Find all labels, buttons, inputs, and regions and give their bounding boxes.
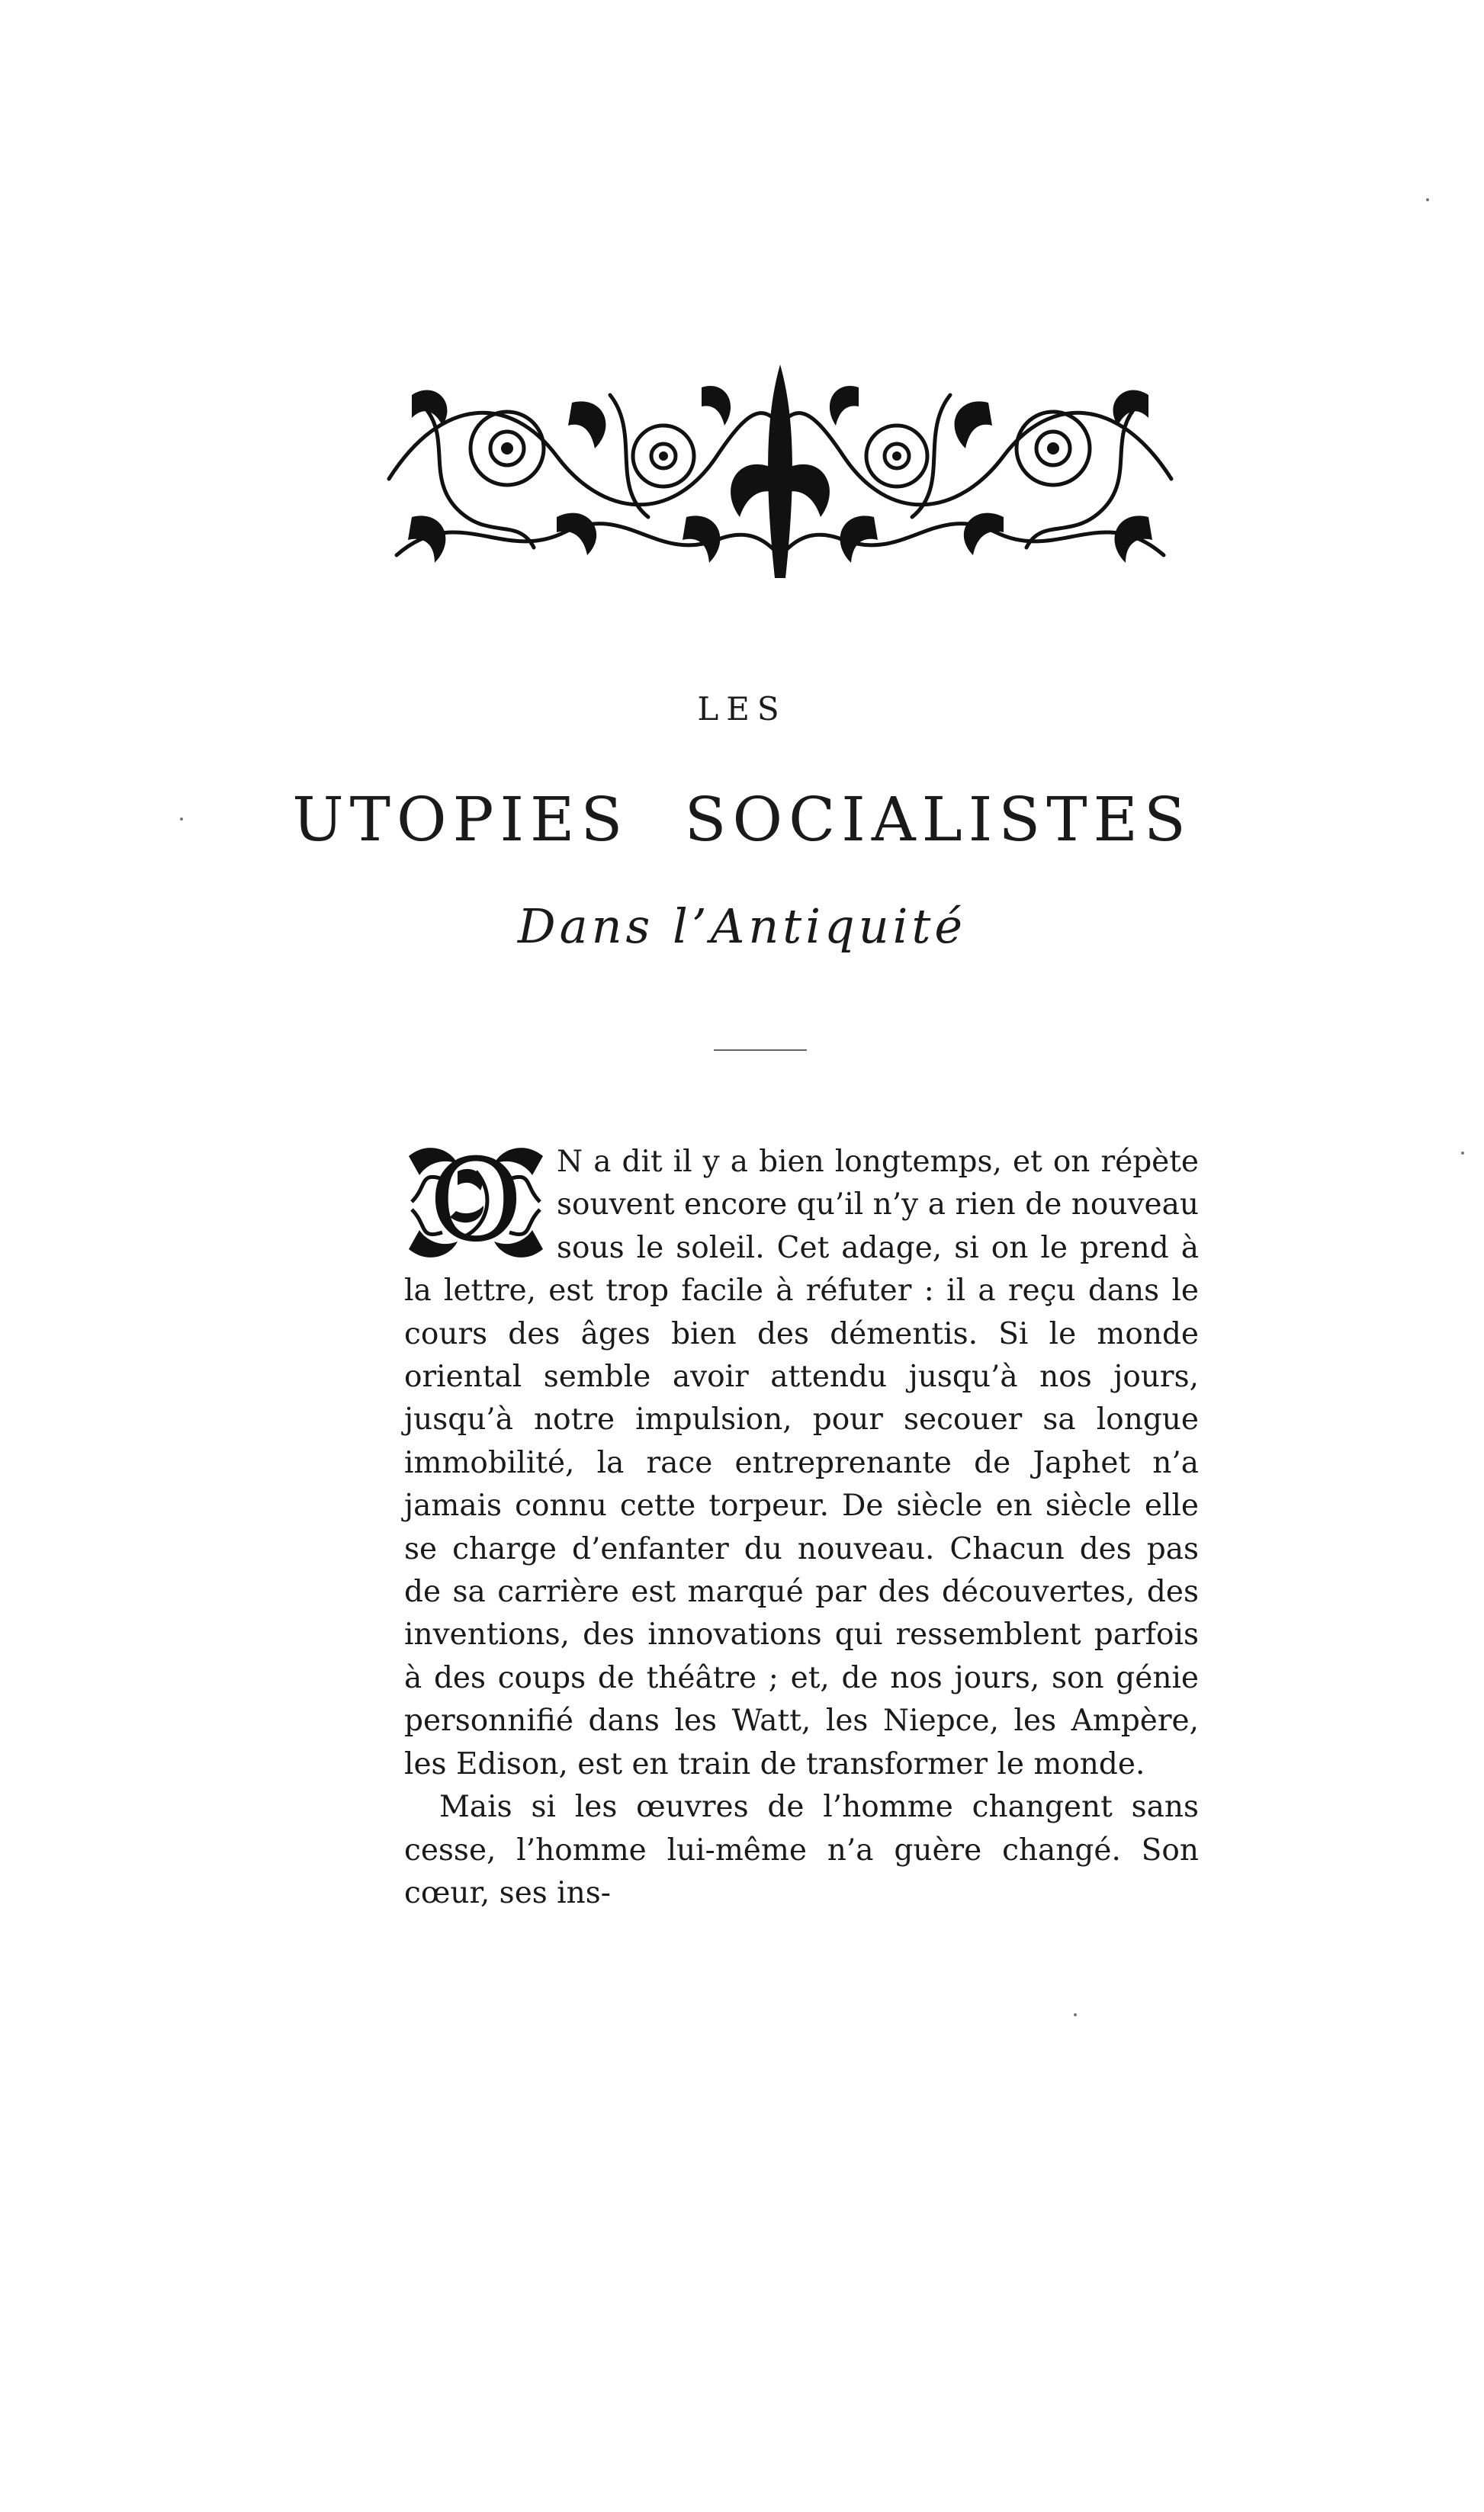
paragraph-2: Mais si les œuvres de l’homme changent sans cesse, l’homme lui-même n’a guère changé. Son cœur, ses ins-: [404, 1790, 1199, 1910]
floral-headpiece-ornament: [381, 365, 1179, 581]
paragraph-1: O N a dit il y a bien longtemps, et on répète souvent encore qu’il n’y a rien de nouveau sous le soleil. Cet adage, si on le prend à la lettre, est trop facile à réfuter : il a reçu dans le cours des âges bien des démentis. Si le monde oriental semble avoir attendu jusqu’à nos jours, jusqu’à notre impulsion, pour secouer sa longue immobilité, la race entreprenante de Japhet n’a jamais connu cette torpeur. De siècle en siècle elle se charge d’enfanter du nouveau. Chacun des pas de sa carrière est marqué par des découvertes, des inventions, des innovations qui ressemblent parfois à des coups de théâtre ; et, de nos jours, son génie personnifié dans les Watt, les Niepce, les Ampère, les Edison, est en train de transformer le monde.: [404, 1141, 1199, 1786]
body-text: [404, 1141, 1199, 1915]
pre-title: LES: [697, 690, 787, 728]
svg-text:O: O: [429, 1141, 523, 1264]
paper-speck: [1074, 2013, 1077, 2016]
decorated-dropcap-o: [404, 1141, 548, 1264]
paper-speck: [1461, 1152, 1464, 1155]
subtitle: Dans l’Antiquité: [517, 898, 967, 954]
page-title: UTOPIES SOCIALISTES: [292, 784, 1192, 855]
paper-speck: [1426, 198, 1429, 201]
section-divider: [714, 1049, 807, 1051]
paper-speck: [180, 818, 183, 821]
